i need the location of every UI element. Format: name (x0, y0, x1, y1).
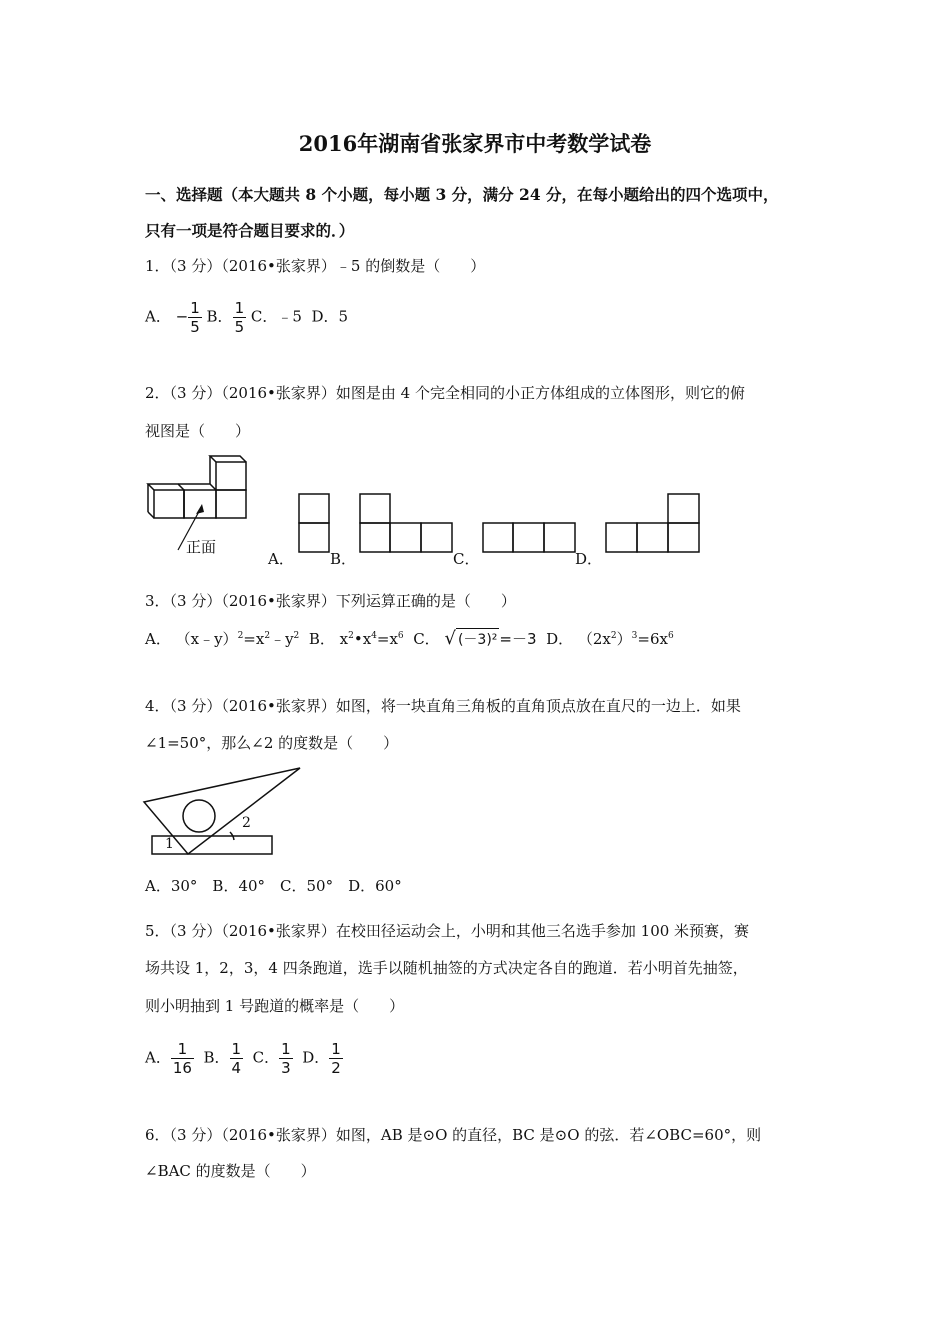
q5-stem-line2: 场共设 1，2，3，4 四条跑道，选手以随机抽签的方式决定各自的跑道．若小明首先抽签， (145, 959, 748, 977)
q1-option-a-label: A． (145, 307, 171, 326)
q4-options: A．30° B．40° C．50° D．60° (145, 877, 402, 895)
q6-stem-line2: ∠BAC 的度数是（ ） (145, 1162, 316, 1180)
q5-stem-line1: 5．（3 分）（2016•张家界）在校田径运动会上，小明和其他三名选手参加 100 米预赛，赛 (145, 922, 750, 940)
section-heading-line2: 只有一项是符合题目要求的．） (145, 221, 355, 240)
q3-option-a-label: A． (145, 630, 171, 648)
q5-option-c-label: C． (252, 1048, 280, 1067)
q5-stem-line3: 则小明抽到 1 号跑道的概率是（ ） (145, 997, 405, 1015)
q3-option-d: $(2x^2)^3=6x^6$ (577, 630, 674, 648)
q1-stem: 1．（3 分）（2016•张家界）﹣5 的倒数是（ ） (145, 257, 486, 275)
q5-option-b-fraction: $\frac{1}{4}$ (231, 1040, 242, 1077)
q1-option-b-fraction: $\frac{1}{5}$ (234, 299, 245, 336)
q2-stem-line1: 2．（3 分）（2016•张家界）如图是由 4 个完全相同的小正方体组成的立体图形，则它的俯 (145, 384, 745, 402)
q1-option-d: D．5 (311, 307, 349, 326)
q5-option-d-label: D． (302, 1048, 330, 1067)
q2-option-b-label: B． (330, 550, 357, 568)
q2-front-label: 正面 (186, 538, 217, 556)
q2-option-c-label: C． (453, 550, 480, 568)
q2-stem-line2: 视图是（ ） (145, 422, 251, 440)
q3-stem: 3．（3 分）（2016•张家界）下列运算正确的是（ ） (145, 592, 516, 610)
page-title: 2016年湖南省张家界市中考数学试卷 (298, 131, 652, 156)
q1-options (145, 299, 348, 336)
q2-option-d-label: D． (575, 550, 603, 568)
q4-stem-line2: ∠1=50°，那么∠2 的度数是（ ） (145, 734, 399, 752)
q2-option-d-figure (604, 492, 702, 554)
q3-option-d-label: D． (546, 630, 574, 648)
q5-option-a-fraction: $\frac{1}{16}$ (172, 1040, 192, 1077)
q5-option-a-label: A． (145, 1048, 171, 1067)
q4-angle-2-label: 2 (242, 815, 251, 831)
q5-option-b-label: B． (203, 1048, 230, 1067)
q3-option-a: $(x﹣y)^2=x^2﹣y^2$ (175, 630, 300, 648)
sqrt-sign-icon: √ (444, 628, 456, 649)
q3-options (145, 628, 674, 649)
q2-option-a-label: A． (268, 550, 294, 568)
q1-option-a-fraction: $\frac{1}{5}$ (190, 299, 200, 336)
q5-option-c-fraction: $\frac{1}{3}$ (281, 1040, 291, 1077)
q5-option-d-fraction: $\frac{1}{2}$ (331, 1040, 341, 1077)
q3-option-b: $x^2•x^4=x^6$ (339, 630, 404, 648)
q4-stem-line1: 4．（3 分）（2016•张家界）如图，将一块直角三角板的直角顶点放在直尺的一边上．如果 (145, 697, 741, 715)
q1-option-c: C．﹣5 (250, 307, 302, 326)
q2-option-c-figure (481, 521, 577, 554)
q1-option-a-sign: − (175, 307, 189, 326)
q3-option-c: √ (－3)² =－3 (444, 628, 537, 649)
q3-option-c-label: C． (413, 630, 440, 648)
q3-option-b-label: B． (308, 630, 335, 648)
q6-stem-line1: 6．（3 分）（2016•张家界）如图，AB 是⊙O 的直径，BC 是⊙O 的弦．若∠OBC=60°，则 (145, 1126, 762, 1144)
q5-options (145, 1040, 343, 1077)
q2-option-a-figure (297, 492, 331, 554)
q4-angle-1-label: 1 (165, 836, 174, 852)
q1-option-b-label: B． (206, 307, 233, 326)
section-heading-line1: 一、选择题（本大题共 8 个小题，每小题 3 分，满分 24 分，在每小题给出的四个选项中， (145, 185, 779, 204)
q2-option-b-figure (358, 492, 454, 554)
